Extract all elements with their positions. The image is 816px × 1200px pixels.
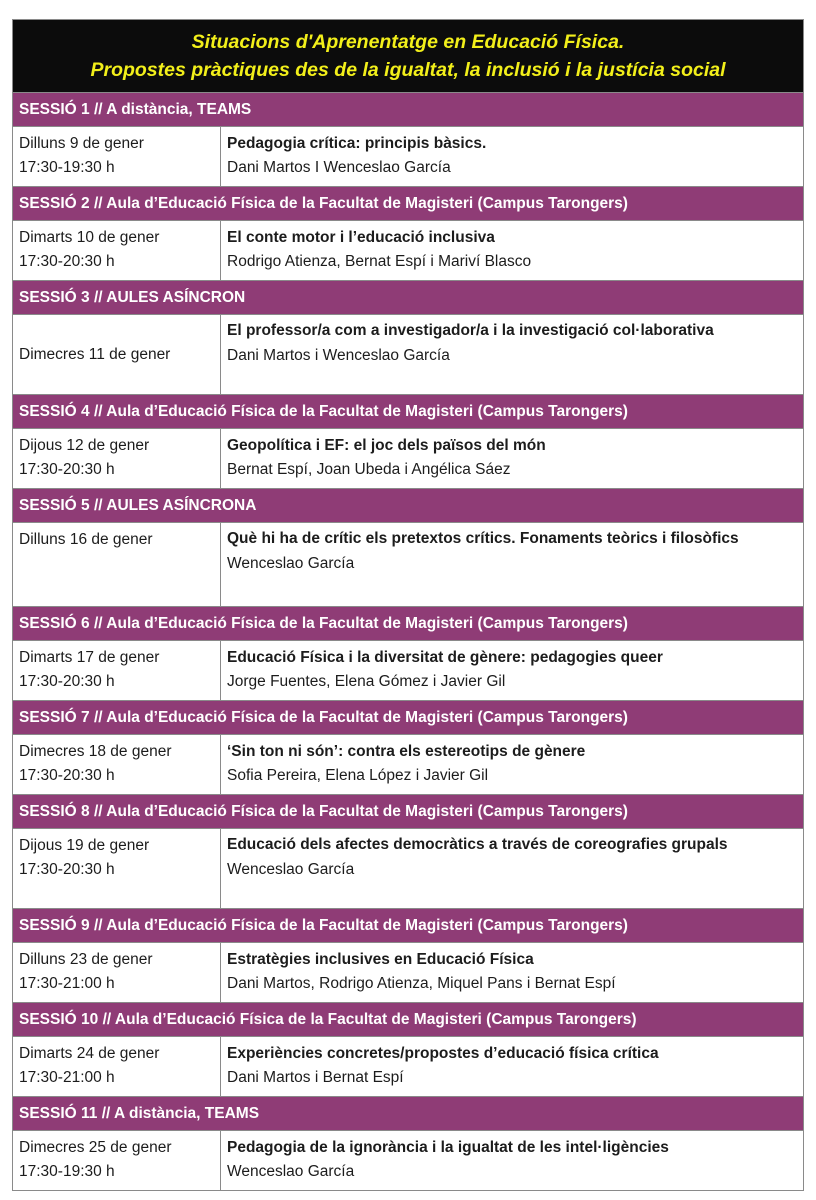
session-time: 17:30-20:30 h <box>19 673 115 690</box>
session-header: SESSIÓ 5 // AULES ASÍNCRONA <box>13 488 803 522</box>
page-title <box>13 20 803 92</box>
session-date-cell <box>13 1037 221 1096</box>
session-date-cell <box>13 943 221 1002</box>
session-row <box>13 126 803 186</box>
session-topic: Pedagogia de la ignorància i la igualtat de les intel·ligències <box>227 1139 669 1156</box>
session-day: Dimarts 17 de gener <box>19 649 160 666</box>
session-topic: Experiències concretes/propostes d’educació física crítica <box>227 1045 659 1062</box>
session-speakers: Sofia Pereira, Elena López i Javier Gil <box>227 767 489 784</box>
title-line-2: Propostes pràctiques des de la igualtat, la inclusió i la justícia social <box>90 59 726 81</box>
session-day: Dijous 19 de gener <box>19 837 150 854</box>
session-time: 17:30-20:30 h <box>19 861 115 878</box>
session-info-cell <box>221 641 803 700</box>
session-date-cell <box>13 1131 221 1190</box>
session-date-cell <box>13 829 221 908</box>
session-speakers: Dani Martos, Rodrigo Atienza, Miquel Pans i Bernat Espí <box>227 975 616 992</box>
session-list <box>13 92 803 1190</box>
session-date-cell <box>13 523 221 606</box>
session-row <box>13 428 803 488</box>
session-row <box>13 522 803 606</box>
session-speakers: Dani Martos I Wenceslao García <box>227 159 451 176</box>
session-topic: ‘Sin ton ni són’: contra els estereotips de gènere <box>227 743 586 760</box>
session-header: SESSIÓ 6 // Aula d’Educació Física de la Facultat de Magisteri (Campus Tarongers) <box>13 606 803 640</box>
session-topic: Què hi ha de crític els pretextos crítics. Fonaments teòrics i filosòfics <box>227 530 739 547</box>
session-header: SESSIÓ 9 // Aula d’Educació Física de la Facultat de Magisteri (Campus Tarongers) <box>13 908 803 942</box>
session-speakers: Dani Martos i Wenceslao García <box>227 347 450 364</box>
session-info-cell <box>221 943 803 1002</box>
session-date-cell <box>13 127 221 186</box>
session-day: Dimecres 18 de gener <box>19 743 172 760</box>
session-time: 17:30-20:30 h <box>19 461 115 478</box>
session-speakers: Rodrigo Atienza, Bernat Espí i Mariví Blasco <box>227 253 532 270</box>
session-time: 17:30-19:30 h <box>19 1163 115 1180</box>
session-date-cell <box>13 315 221 394</box>
session-header: SESSIÓ 8 // Aula d’Educació Física de la Facultat de Magisteri (Campus Tarongers) <box>13 794 803 828</box>
session-day: Dimecres 11 de gener <box>19 345 171 363</box>
session-info-cell <box>221 1131 803 1190</box>
session-header: SESSIÓ 11 // A distància, TEAMS <box>13 1096 803 1130</box>
session-info-cell <box>221 829 803 908</box>
session-day: Dilluns 9 de gener <box>19 135 144 152</box>
session-time: 17:30-20:30 h <box>19 253 115 270</box>
session-row <box>13 220 803 280</box>
session-topic: Geopolítica i EF: el joc dels països del món <box>227 437 546 454</box>
session-day: Dimecres 25 de gener <box>19 1139 172 1156</box>
session-row <box>13 828 803 908</box>
session-time: 17:30-21:00 h <box>19 1069 115 1086</box>
session-info-cell <box>221 315 803 394</box>
session-topic: Pedagogia crítica: principis bàsics. <box>227 135 487 152</box>
session-header: SESSIÓ 2 // Aula d’Educació Física de la Facultat de Magisteri (Campus Tarongers) <box>13 186 803 220</box>
session-info-cell <box>221 221 803 280</box>
session-speakers: Wenceslao García <box>227 555 355 572</box>
session-row <box>13 314 803 394</box>
session-speakers: Bernat Espí, Joan Ubeda i Angélica Sáez <box>227 461 511 478</box>
session-date-cell <box>13 641 221 700</box>
schedule-table <box>12 19 804 1191</box>
title-line-1: Situacions d'Aprenentatge en Educació Física. <box>191 31 625 53</box>
session-info-cell <box>221 523 803 606</box>
session-day: Dilluns 16 de gener <box>19 531 153 548</box>
session-time: 17:30-21:00 h <box>19 975 115 992</box>
session-day: Dimarts 24 de gener <box>19 1045 160 1062</box>
session-speakers: Dani Martos i Bernat Espí <box>227 1069 404 1086</box>
session-info-cell <box>221 429 803 488</box>
session-date-cell <box>13 429 221 488</box>
session-time: 17:30-20:30 h <box>19 767 115 784</box>
session-info-cell <box>221 127 803 186</box>
session-header: SESSIÓ 7 // Aula d’Educació Física de la Facultat de Magisteri (Campus Tarongers) <box>13 700 803 734</box>
session-header: SESSIÓ 3 // AULES ASÍNCRON <box>13 280 803 314</box>
session-date-cell <box>13 221 221 280</box>
session-row <box>13 1036 803 1096</box>
session-speakers: Wenceslao García <box>227 1163 355 1180</box>
session-info-cell <box>221 1037 803 1096</box>
session-speakers: Wenceslao García <box>227 861 355 878</box>
session-topic: Estratègies inclusives en Educació Física <box>227 951 534 968</box>
session-topic: El conte motor i l’educació inclusiva <box>227 229 495 246</box>
session-topic: El professor/a com a investigador/a i la investigació col·laborativa <box>227 322 714 339</box>
session-header: SESSIÓ 10 // Aula d’Educació Física de la Facultat de Magisteri (Campus Tarongers) <box>13 1002 803 1036</box>
session-day: Dimarts 10 de gener <box>19 229 160 246</box>
session-row <box>13 734 803 794</box>
session-speakers: Jorge Fuentes, Elena Gómez i Javier Gil <box>227 673 506 690</box>
session-topic: Educació Física i la diversitat de gènere: pedagogies queer <box>227 649 663 666</box>
session-date-cell <box>13 735 221 794</box>
session-topic: Educació dels afectes democràtics a través de coreografies grupals <box>227 836 728 853</box>
session-row <box>13 640 803 700</box>
session-day: Dilluns 23 de gener <box>19 951 153 968</box>
session-header: SESSIÓ 1 // A distància, TEAMS <box>13 92 803 126</box>
session-row <box>13 942 803 1002</box>
session-info-cell <box>221 735 803 794</box>
session-day: Dijous 12 de gener <box>19 437 150 454</box>
session-time: 17:30-19:30 h <box>19 159 115 176</box>
session-header: SESSIÓ 4 // Aula d’Educació Física de la Facultat de Magisteri (Campus Tarongers) <box>13 394 803 428</box>
session-row <box>13 1130 803 1190</box>
